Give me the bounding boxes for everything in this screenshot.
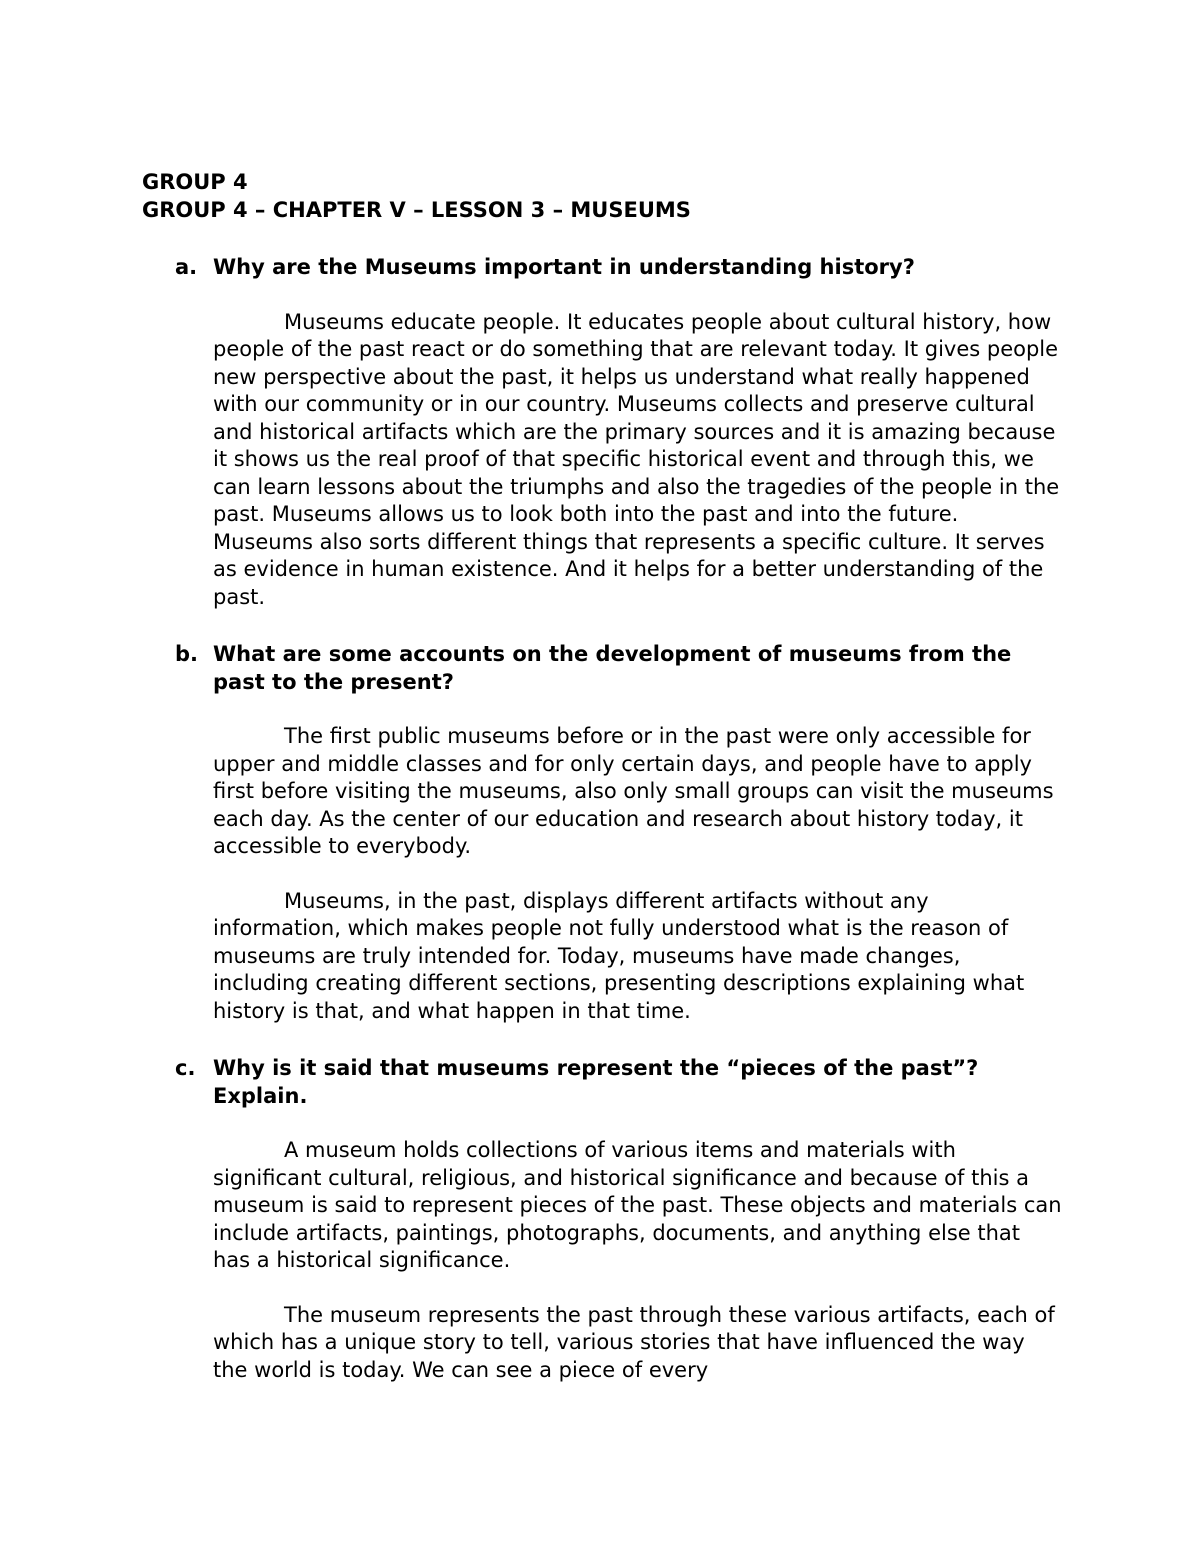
question-letter: a.: [175, 255, 198, 279]
question-c: [142, 1055, 1062, 1110]
answer-paragraph: The museum represents the past through these various artifacts, each of which has a unique story to tell, various stories that have influenced the way the world is today. We can see a piece of every: [213, 1302, 1055, 1382]
answer-paragraph: Museums, in the past, displays different artifacts without any information, which makes people not fully understood what is the reason of museums are truly intended for. Today, museums have made changes, including creating different sections, presenting descriptions explaining what history is that, and what happen in that time.: [213, 888, 1025, 1023]
question-a: [142, 254, 1062, 282]
question-text: Why is it said that museums represent the “pieces of the past”? Explain.: [213, 1056, 979, 1108]
question-b: [142, 641, 1062, 696]
question-text: Why are the Museums important in understanding history?: [213, 255, 915, 279]
answer-paragraph: The first public museums before or in the past were only accessible for upper and middle classes and for only certain days, and people have to apply first before visiting the museums, also only small groups can visit the museums each day. As the center of our education and research about history today, it accessible to everybody.: [213, 724, 1054, 858]
lesson-title: GROUP 4 – CHAPTER V – LESSON 3 – MUSEUMS: [142, 198, 691, 222]
answer-paragraph: A museum holds collections of various items and materials with significant cultural, religious, and historical significance and because of this a museum is said to represent pieces of the past. These objects and materials can include artifacts, paintings, photographs, documents, and anything else that has a historical significance.: [213, 1138, 1062, 1272]
question-text: What are some accounts on the development of museums from the past to the present?: [213, 642, 1012, 694]
document-page: [142, 168, 1062, 1384]
question-letter: c.: [175, 1056, 196, 1080]
answer-paragraph: Museums educate people. It educates people about cultural history, how people of the past react or do something that are relevant today. It gives people new perspective about the past, it helps us understand what really happened with our community or in our country. Museums collects and preserve cultural and historical artifacts which are the primary sources and it is amazing because it shows us the real proof of that specific historical event and through this, we can learn lessons about the triumphs and also the tragedies of the people in the past. Museums allows us to look both into the past and into the future. Museums also sorts different things that represents a specific culture. It serves as evidence in human existence. And it helps for a better understanding of the past.: [213, 309, 1060, 609]
group-title: GROUP 4: [142, 170, 248, 194]
question-letter: b.: [175, 642, 199, 666]
